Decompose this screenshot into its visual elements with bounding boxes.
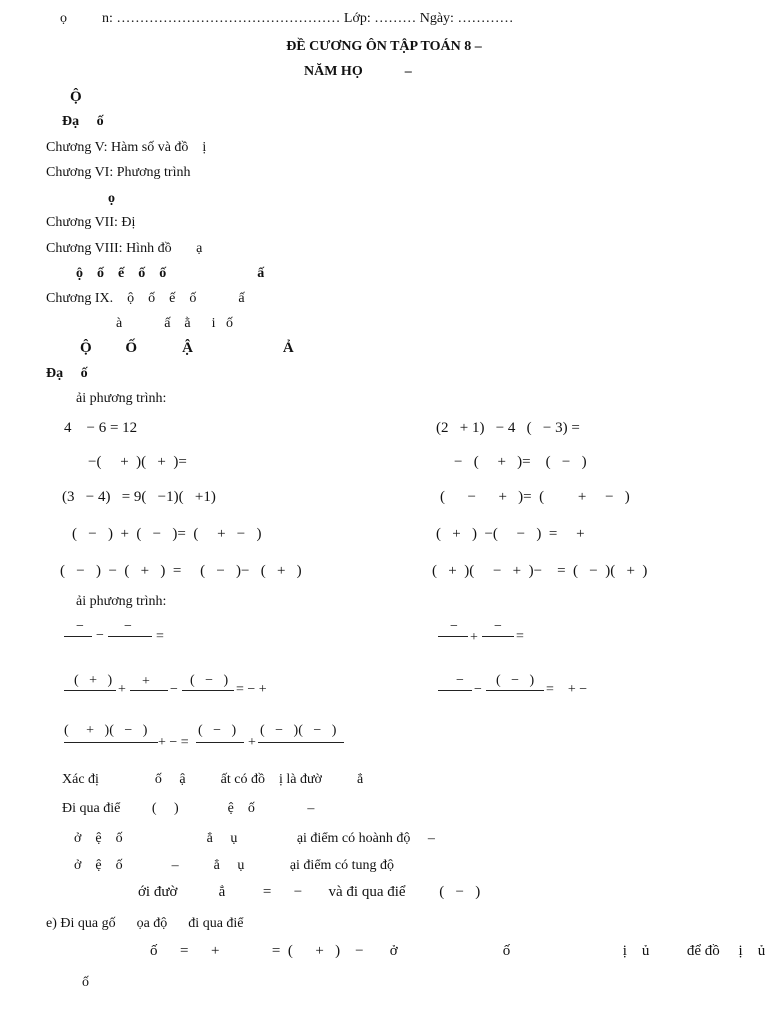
document-title: ĐỀ CƯƠNG ÔN TẬP TOÁN 8 – [286,39,482,54]
fraction-bar [182,690,234,691]
frac-numerator: − [456,673,464,688]
frac-numerator: ( − ) [198,723,237,738]
fraction-bar [258,742,344,743]
fraction-bar [108,636,152,637]
task-3-item-a: Đi qua điể ( ) ệ ố – [62,801,315,816]
frac-numerator: ( − ) [496,673,535,688]
equation-left-4: ( − ) + ( − )= ( + − ) [72,526,262,542]
chapter-9-note: à ấ ằ i ố [116,316,234,331]
fraction-bar [196,742,244,743]
task-3-intro: Xác đị ố ậ ất có đồ ị là đườ ẳ [62,772,364,787]
equation-left-3: (3 − 4) = 9( −1)( +1) [62,489,216,505]
fraction-bar [130,690,168,691]
fraction-bar [64,742,158,743]
frac-numerator: + [142,674,150,689]
frac-numerator: − [76,619,84,634]
frac-tail: = + − [546,682,588,697]
equation-right-4: ( + ) −( − ) = + [436,526,585,542]
frac-numerator: ( − )( − ) [260,723,337,738]
chapter-7: Chương VII: Đị [46,215,136,230]
chapter-6-note: ọ [108,191,115,206]
equation-left-1: 4 − 6 = 12 [64,420,138,436]
fraction-bar [482,636,514,637]
part-a-heading: Ộ [70,89,82,105]
fraction-bar [438,636,468,637]
equation-right-2: − ( + )= ( − ) [454,454,587,470]
chapter-5: Chương V: Hàm số và đồ ị [46,140,207,155]
frac-tail: = − + [236,682,267,697]
task-4-line-1: ố = + = ( + ) − ở ố ị ủ để đồ ị ủ [150,943,766,959]
task-3-item-b: ở ệ ố ẳ ụ ại điểm có hoành độ – [74,831,435,846]
equation-right-5: ( + )( − + )− = ( − )( + ) [432,563,648,579]
task-4-line-2: ố [82,975,89,990]
frac-equals: = [156,629,164,644]
fraction-bar [438,690,472,691]
chapter-6: Chương VI: Phương trình [46,165,191,180]
part-b-subheading: Đạ ố [46,366,88,381]
equation-right-1: (2 + 1) − 4 ( − 3) = [436,420,580,436]
equation-left-5: ( − ) − ( + ) = ( − )− ( + ) [60,563,302,579]
task-3-item-c: ở ệ ố – ẳ ụ ại điểm có tung độ [74,858,395,873]
frac-operator: − [170,682,178,697]
frac-operator: + [470,630,478,645]
chapter-8: Chương VIII: Hình đồ ạ [46,241,203,256]
fraction-bar [486,690,544,691]
chapter-8-note: ộ ố ế ố ố ấ [76,266,265,281]
task-2-label: ải phương trình: [76,594,167,609]
frac-operator: + − = [158,735,189,750]
frac-equals: = [516,629,524,644]
fraction-bar [64,636,92,637]
student-info-line: ọ n: ………………………………………… Lớp: ……… Ngày: ………… [60,11,514,26]
frac-numerator: ( + )( − ) [64,723,148,738]
frac-numerator: ( + ) [74,673,113,688]
task-3-item-d: ới đườ ẳ = − và đi qua điể ( − ) [138,884,481,900]
frac-operator: − [474,682,482,697]
fraction-bar [64,690,116,691]
school-year: NĂM HỌ – [304,64,412,79]
equation-left-2: −( + )( + )= [88,454,187,470]
part-a-subheading: Đạ ố [62,114,104,129]
frac-numerator: − [450,619,458,634]
equation-right-3: ( − + )= ( + − ) [440,489,630,505]
frac-numerator: − [494,619,502,634]
frac-numerator: ( − ) [190,673,229,688]
frac-numerator: − [124,619,132,634]
frac-operator: + [118,682,126,697]
frac-operator: + [248,735,256,750]
task-3-item-e: e) Đi qua gố ọa độ đi qua điể [46,916,244,931]
task-1-label: ải phương trình: [76,391,167,406]
part-b-heading: Ộ Ố Ậ Ả [80,340,294,356]
frac-operator: − [96,628,104,643]
chapter-9: Chương IX. ộ ố ế ố ấ [46,291,245,306]
